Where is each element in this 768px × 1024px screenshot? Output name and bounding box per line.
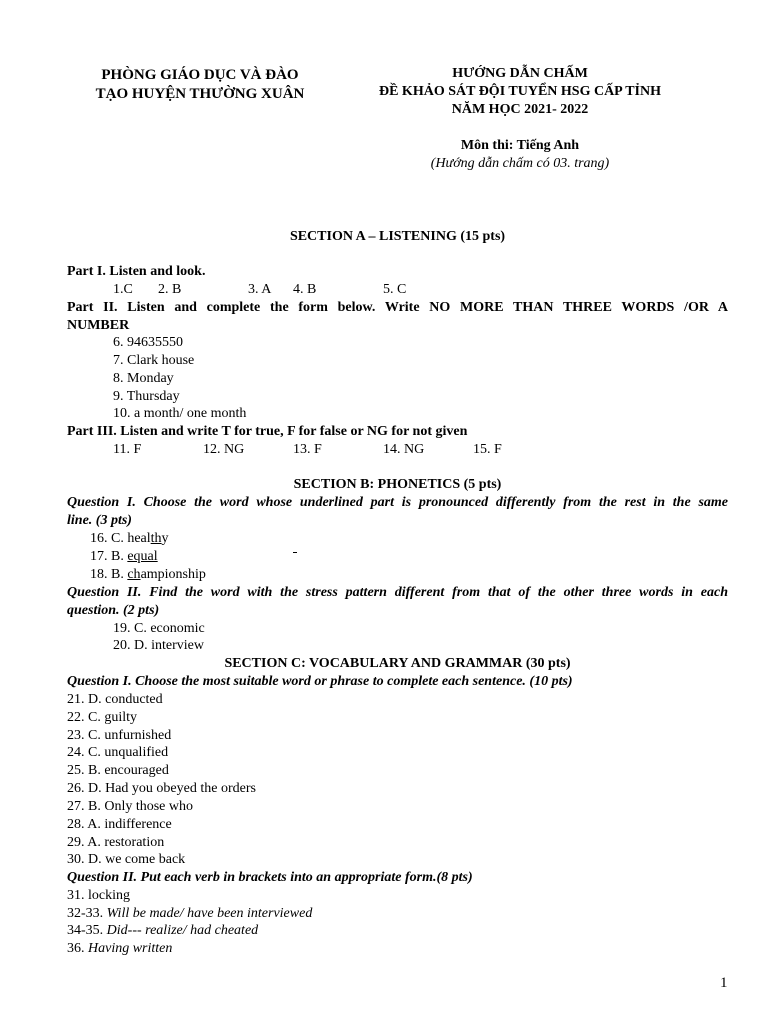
answer-item: 36. Having written xyxy=(67,941,173,956)
phonetics-q1-line-2: line. (3 pts) xyxy=(67,513,132,528)
answer-item: 2. B xyxy=(158,282,182,297)
answer-item: 20. D. interview xyxy=(113,638,204,653)
answer-item: 32-33. Will be made/ have been interviewed xyxy=(67,906,313,921)
answer-item: 3. A xyxy=(248,282,272,297)
part3-title: Part III. Listen and write T for true, F for false or NG for not given xyxy=(67,424,468,439)
answer-item: 9. Thursday xyxy=(113,389,180,404)
stray-mark xyxy=(293,552,297,553)
part2-title-line-1: Part II. Listen and complete the form below. Write NO MORE THAN THREE WORDS /OR A xyxy=(67,300,728,315)
answer-item: 11. F xyxy=(113,442,142,457)
answer-item: 17. B. equal xyxy=(90,549,158,564)
answer-item: 13. F xyxy=(293,442,322,457)
answer-item: 25. B. encouraged xyxy=(67,763,169,778)
answer-item: 4. B xyxy=(293,282,317,297)
subject-line: Môn thi: Tiếng Anh xyxy=(460,138,580,153)
doc-title-line-2: ĐỀ KHẢO SÁT ĐỘI TUYỂN HSG CẤP TỈNH xyxy=(378,84,661,99)
issuer-line-2: TẠO HUYỆN THƯỜNG XUÂN xyxy=(95,86,305,102)
grammar-q1-title: Question I. Choose the most suitable word or phrase to complete each sentence. (10 pts) xyxy=(67,674,573,689)
answer-item: 28. A. indifference xyxy=(67,817,172,832)
answer-item: 29. A. restoration xyxy=(67,835,165,850)
answer-item: 27. B. Only those who xyxy=(67,799,193,814)
answer-item: 22. C. guilty xyxy=(67,710,138,725)
issuer-line-1: PHÒNG GIÁO DỤC VÀ ĐÀO xyxy=(101,67,299,83)
phonetics-q1-line-1: Question I. Choose the word whose underlined part is pronounced differently from the rest in the same xyxy=(67,495,728,510)
answer-item: 15. F xyxy=(473,442,502,457)
answer-item: 26. D. Had you obeyed the orders xyxy=(67,781,256,796)
phonetics-q2-line-2: question. (2 pts) xyxy=(67,603,160,618)
answer-item: 16. C. healthy xyxy=(90,531,169,546)
answer-item: 8. Monday xyxy=(113,371,174,386)
answer-item: 5. C xyxy=(383,282,407,297)
section-a-title: SECTION A – LISTENING (15 pts) xyxy=(289,229,506,244)
part1-title: Part I. Listen and look. xyxy=(67,264,206,279)
answer-item: 6. 94635550 xyxy=(113,335,183,350)
answer-item: 23. C. unfurnished xyxy=(67,728,172,743)
answer-item: 10. a month/ one month xyxy=(113,406,247,421)
part2-title-line-2: NUMBER xyxy=(67,318,130,333)
grammar-q2-title: Question II. Put each verb in brackets into an appropriate form.(8 pts) xyxy=(67,870,473,885)
answer-item: 19. C. economic xyxy=(113,621,205,636)
doc-title-line-1: HƯỚNG DẪN CHẤM xyxy=(452,66,588,81)
page-number: 1 xyxy=(720,975,728,991)
answer-item: 12. NG xyxy=(203,442,245,457)
answer-item: 14. NG xyxy=(383,442,425,457)
phonetics-q2-line-1: Question II. Find the word with the stress pattern different from that of the other three words in each xyxy=(67,585,728,600)
page-count-note: (Hướng dẫn chấm có 03. trang) xyxy=(430,156,610,171)
doc-title-line-3: NĂM HỌC 2021- 2022 xyxy=(451,102,589,117)
answer-item: 31. locking xyxy=(67,888,130,903)
answer-item: 34-35. Did--- realize/ had cheated xyxy=(67,923,259,938)
answer-item: 18. B. championship xyxy=(90,567,206,582)
answer-item: 7. Clark house xyxy=(113,353,195,368)
answer-item: 21. D. conducted xyxy=(67,692,163,707)
section-b-title: SECTION B: PHONETICS (5 pts) xyxy=(293,477,502,492)
answer-item: 30. D. we come back xyxy=(67,852,186,867)
answer-item: 24. C. unqualified xyxy=(67,745,169,760)
section-c-title: SECTION C: VOCABULARY AND GRAMMAR (30 pts) xyxy=(224,656,571,671)
answer-item: 1.C xyxy=(113,282,133,297)
